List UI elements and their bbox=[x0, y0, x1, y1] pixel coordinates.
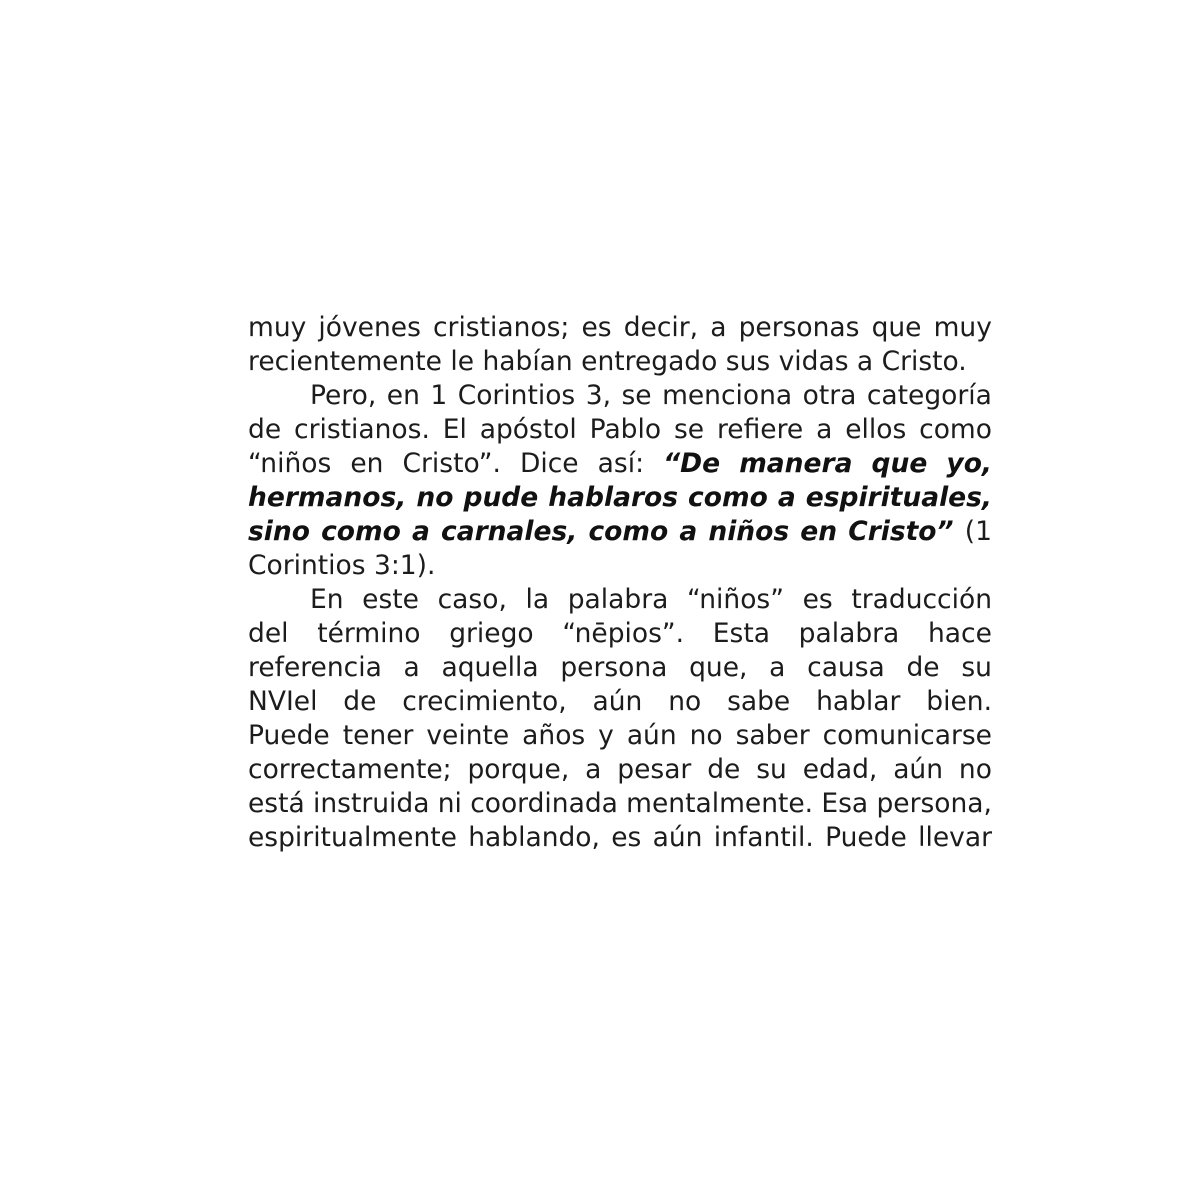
word: Dice bbox=[519, 448, 579, 479]
word: está bbox=[248, 788, 305, 819]
word: Pero, bbox=[310, 380, 377, 411]
word: pude bbox=[463, 482, 539, 513]
word: coordinada bbox=[470, 788, 618, 819]
text-line-13 bbox=[248, 719, 992, 753]
word: hablando, bbox=[468, 822, 600, 853]
quote-word: carnales, bbox=[440, 516, 578, 547]
word: NVIel bbox=[248, 686, 318, 717]
word: a bbox=[777, 482, 796, 513]
word: aún bbox=[652, 822, 703, 853]
word: crecimiento, bbox=[402, 686, 567, 717]
word: veinte bbox=[426, 720, 510, 751]
word: es bbox=[802, 584, 833, 615]
quote-line-6 bbox=[248, 481, 992, 515]
word: su bbox=[961, 652, 992, 683]
quote-word: a bbox=[411, 516, 430, 547]
quote-word: Cristo” bbox=[848, 516, 954, 547]
word: a bbox=[769, 652, 786, 683]
text-line-15 bbox=[248, 787, 992, 821]
word: otra bbox=[802, 380, 857, 411]
word: de bbox=[343, 686, 377, 717]
word: es bbox=[611, 822, 642, 853]
quote-word: niños bbox=[708, 516, 790, 547]
word: se bbox=[673, 414, 705, 445]
quote-word: yo, bbox=[946, 448, 992, 479]
word: que bbox=[871, 312, 922, 343]
word: aún bbox=[592, 686, 643, 717]
word: correctamente; bbox=[248, 754, 452, 785]
word: muy bbox=[933, 312, 992, 343]
word: espirituales, bbox=[805, 482, 992, 513]
text-line-5 bbox=[248, 447, 992, 481]
word: de bbox=[248, 414, 282, 445]
word: a bbox=[585, 754, 602, 785]
word: aún bbox=[626, 720, 677, 751]
word: menciona bbox=[662, 380, 793, 411]
word: saber bbox=[735, 720, 810, 751]
quote-word: como bbox=[321, 516, 401, 547]
word: término bbox=[317, 618, 421, 649]
quote-word: como bbox=[588, 516, 669, 547]
word: como bbox=[919, 414, 992, 445]
word: ellos bbox=[845, 414, 907, 445]
word: caso, bbox=[437, 584, 507, 615]
word: refiere bbox=[716, 414, 804, 445]
word: hablar bbox=[816, 686, 901, 717]
text-line-16 bbox=[248, 821, 992, 855]
word: hablaros bbox=[548, 482, 679, 513]
word: mentalmente. bbox=[626, 788, 814, 819]
word: causa bbox=[807, 652, 885, 683]
word: sabe bbox=[727, 686, 791, 717]
word: que, bbox=[689, 652, 748, 683]
quote-word: “De bbox=[663, 448, 721, 479]
word: El bbox=[442, 414, 467, 445]
word: en bbox=[386, 380, 420, 411]
word: infantil. bbox=[713, 822, 814, 853]
word: a bbox=[816, 414, 833, 445]
text-line-9 bbox=[248, 583, 992, 617]
word: (1 bbox=[964, 516, 992, 547]
word: palabra bbox=[567, 584, 669, 615]
word: “niños” bbox=[686, 584, 784, 615]
word: a bbox=[403, 652, 420, 683]
word: se bbox=[621, 380, 652, 411]
word: Pablo bbox=[589, 414, 662, 445]
word: a bbox=[710, 312, 727, 343]
word: Puede bbox=[248, 720, 330, 751]
text-line-10 bbox=[248, 617, 992, 651]
word: traducción bbox=[851, 584, 992, 615]
word: la bbox=[525, 584, 550, 615]
word: no bbox=[958, 754, 992, 785]
word: este bbox=[362, 584, 419, 615]
quote-word: que bbox=[871, 448, 928, 479]
word: “niños bbox=[248, 448, 332, 479]
word: años bbox=[522, 720, 586, 751]
text-line-11 bbox=[248, 651, 992, 685]
body-text bbox=[248, 311, 992, 855]
word: y bbox=[598, 720, 614, 751]
word: decir, bbox=[623, 312, 699, 343]
word: del bbox=[248, 618, 289, 649]
word: personas bbox=[738, 312, 860, 343]
word: de bbox=[906, 652, 940, 683]
quote-word: manera bbox=[739, 448, 853, 479]
word: palabra bbox=[798, 618, 900, 649]
word: persona bbox=[560, 652, 668, 683]
word: 1 bbox=[430, 380, 448, 411]
word: muy bbox=[248, 312, 307, 343]
word: apóstol bbox=[479, 414, 577, 445]
word: aquella bbox=[441, 652, 539, 683]
word: es bbox=[581, 312, 612, 343]
word: espiritualmente bbox=[248, 822, 457, 853]
word: jóvenes bbox=[318, 312, 421, 343]
text-line-12 bbox=[248, 685, 992, 719]
word: pesar bbox=[617, 754, 692, 785]
text-line-3 bbox=[248, 379, 992, 413]
quote-word: a bbox=[679, 516, 698, 547]
word: no bbox=[416, 482, 454, 513]
word: hace bbox=[928, 618, 992, 649]
word: bien. bbox=[926, 686, 992, 717]
word: cristianos; bbox=[432, 312, 570, 343]
word: referencia bbox=[248, 652, 382, 683]
word: instruida bbox=[313, 788, 430, 819]
word: porque, bbox=[467, 754, 570, 785]
text-line-2: recientemente le habían entregado sus vidas a Cristo. bbox=[248, 346, 967, 377]
word: como bbox=[688, 482, 768, 513]
word: comunicarse bbox=[822, 720, 992, 751]
word: no bbox=[689, 720, 723, 751]
quote-word: en bbox=[800, 516, 838, 547]
word: edad, bbox=[802, 754, 878, 785]
word: 3, bbox=[585, 380, 611, 411]
word: Cristo”. bbox=[402, 448, 501, 479]
text-line-8: Corintios 3:1). bbox=[248, 550, 436, 581]
word: ni bbox=[437, 788, 462, 819]
word: llevar bbox=[918, 822, 992, 853]
word: En bbox=[310, 584, 344, 615]
text-line-14 bbox=[248, 753, 992, 787]
quote-word: sino bbox=[248, 516, 310, 547]
word: “nēpios”. bbox=[562, 618, 685, 649]
word: Corintios bbox=[457, 380, 576, 411]
word: no bbox=[668, 686, 702, 717]
word: Esta bbox=[712, 618, 770, 649]
word: aún bbox=[893, 754, 944, 785]
word: su bbox=[756, 754, 787, 785]
word: Esa bbox=[821, 788, 869, 819]
word: persona, bbox=[876, 788, 992, 819]
word: categoría bbox=[866, 380, 992, 411]
text-line-4 bbox=[248, 413, 992, 447]
word: tener bbox=[342, 720, 414, 751]
word: hermanos, bbox=[248, 482, 407, 513]
text-line-1 bbox=[248, 311, 992, 345]
text-line-7 bbox=[248, 515, 992, 549]
word: así: bbox=[597, 448, 645, 479]
word: Puede bbox=[825, 822, 907, 853]
word: cristianos. bbox=[294, 414, 430, 445]
word: en bbox=[350, 448, 384, 479]
word: de bbox=[707, 754, 741, 785]
word: griego bbox=[449, 618, 534, 649]
